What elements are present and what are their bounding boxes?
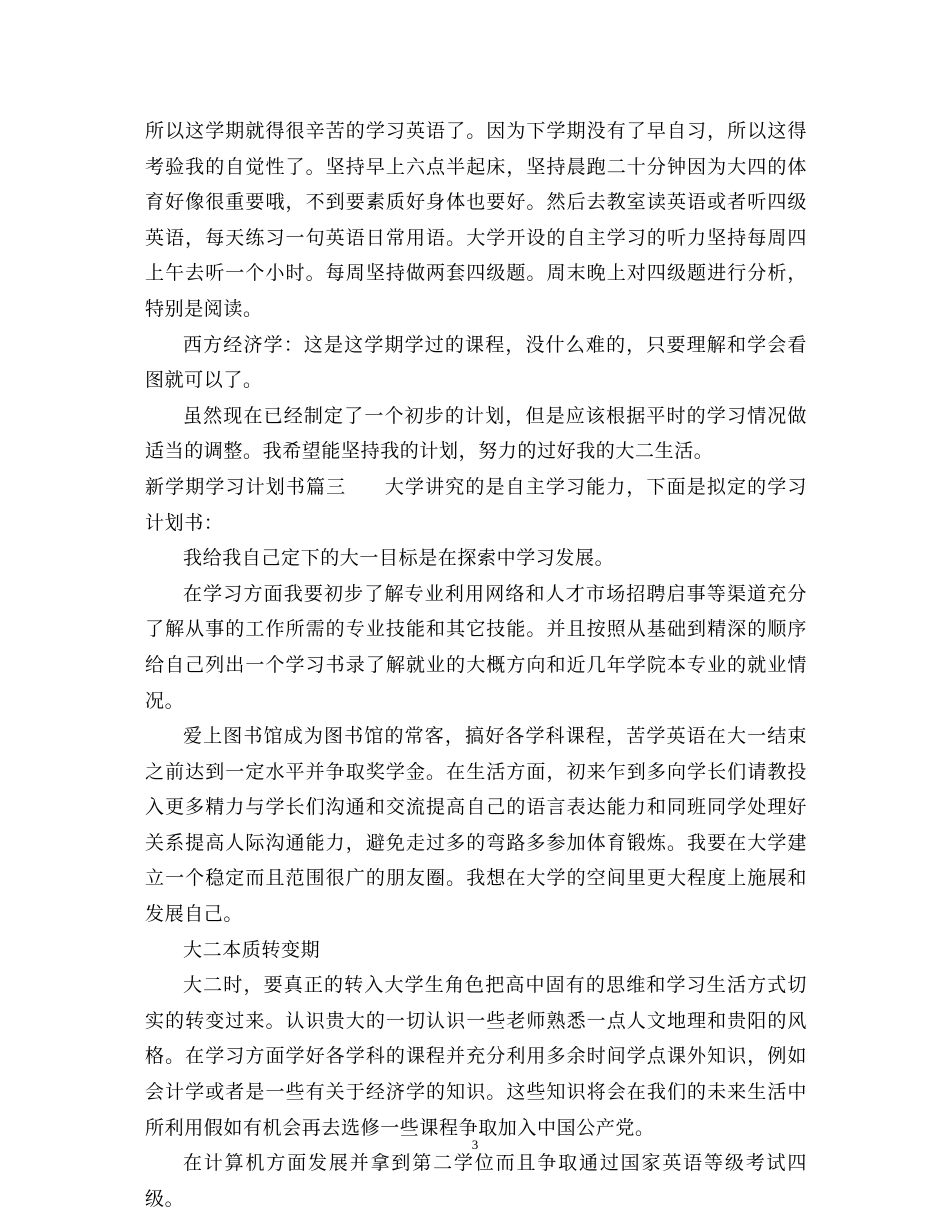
section-intro: 大学讲究的是自主学习能力，下面是拟定的学习计划书： bbox=[145, 475, 807, 534]
paragraph-study-plan: 在学习方面我要初步了解专业利用网络和人才市场招聘启事等渠道充分了解从事的工作所需的专业技能和其它技能。并且按照从基础到精深的顺序给自己列出一个学习书录了解就业的大概方向和近几年学院本专业的就业情况。 bbox=[145, 582, 807, 712]
paragraph-computer: 在计算机方面发展并拿到第二学位而且争取通过国家英语等级考试四级。 bbox=[145, 1152, 807, 1210]
document-body bbox=[145, 114, 807, 1217]
section-title: 新学期学习计划书篇三 bbox=[145, 475, 347, 498]
subheading-sophomore: 大二本质转变期 bbox=[183, 938, 321, 961]
page-number: 3 bbox=[471, 1137, 479, 1152]
paragraph-continuation: 所以这学期就得很辛苦的学习英语了。因为下学期没有了早自习，所以这得考验我的自觉性了。坚持早上六点半起床，坚持晨跑二十分钟因为大四的体育好像很重要哦，不到要素质好身体也要好。然后去教室读英语或者听四级英语，每天练习一句英语日常用语。大学开设的自主学习的听力坚持每周四上午去听一个小时。每周坚持做两套四级题。周末晚上对四级题进行分析，特别是阅读。 bbox=[145, 120, 807, 320]
section-heading-line bbox=[145, 470, 807, 541]
paragraph-western-economics: 西方经济学：这是这学期学过的课程，没什么难的，只要理解和学会看图就可以了。 bbox=[145, 333, 807, 392]
paragraph-sophomore: 大二时，要真正的转入大学生角色把高中固有的思维和学习生活方式切实的转变过来。认识贵大的一切认识一些老师熟悉一点人文地理和贵阳的风格。在学习方面学好各学科的课程并充分利用多余时间学点课外知识，例如会计学或者是一些有关于经济学的知识。这些知识将会在我们的未来生活中所利用假如有机会再去选修一些课程争取加入中国公产党。 bbox=[145, 974, 807, 1139]
paragraph-freshman-goal: 我给我自己定下的大一目标是在探索中学习发展。 bbox=[183, 547, 615, 570]
paragraph-plan-adjustment: 虽然现在已经制定了一个初步的计划，但是应该根据平时的学习情况做适当的调整。我希望能坚持我的计划，努力的过好我的大二生活。 bbox=[145, 404, 807, 463]
paragraph-library-life: 爱上图书馆成为图书馆的常客，搞好各学科课程，苦学英语在大一结束之前达到一定水平并争取奖学金。在生活方面，初来乍到多向学长们请教投入更多精力与学长们沟通和交流提高自己的语言表达能力和同班同学处理好关系提高人际沟通能力，避免走过多的弯路多参加体育锻炼。我要在大学建立一个稳定而且范围很广的朋友圈。我想在大学的空间里更大程度上施展和发展自己。 bbox=[145, 725, 807, 926]
